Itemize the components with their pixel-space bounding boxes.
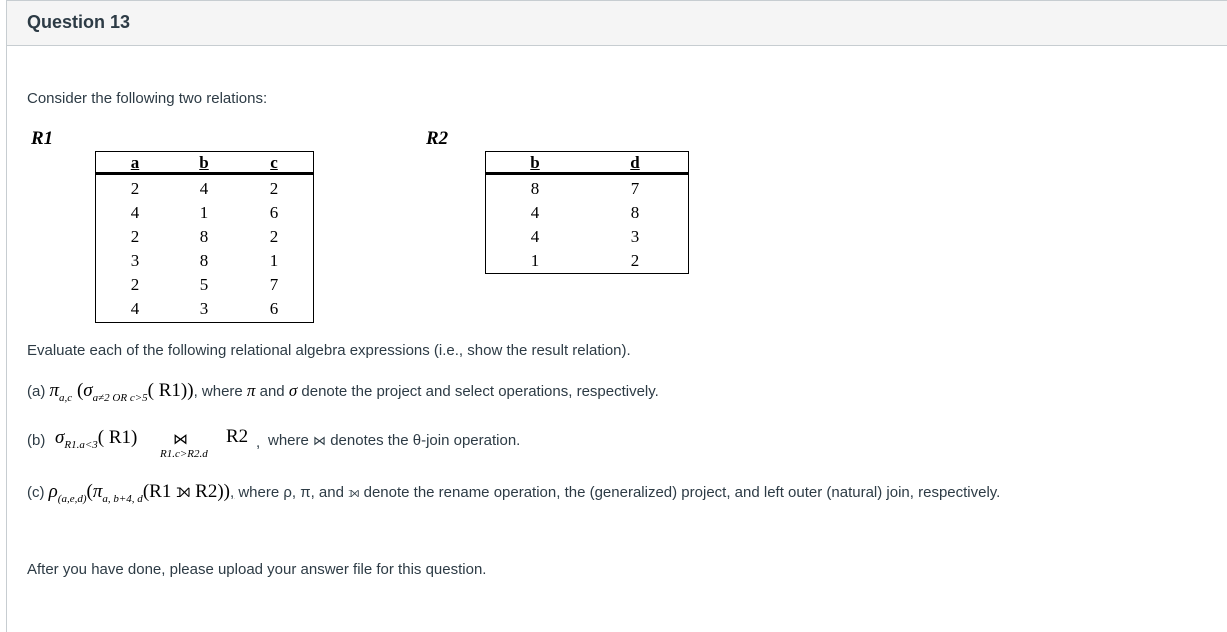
r1-col-a: a — [130, 153, 140, 172]
r1-cell: 1 — [269, 251, 279, 270]
r1-cell: 4 — [199, 179, 209, 198]
qb-sigma-subscript: R1.a<3 — [64, 439, 98, 451]
r2-cell: 4 — [530, 203, 540, 222]
r1-cell: 7 — [269, 275, 279, 294]
r2-cell: 1 — [530, 251, 540, 270]
r2-table — [485, 151, 689, 274]
r1-cell: 4 — [130, 203, 140, 222]
intro-text: Consider the following two relations: — [27, 90, 268, 107]
question-a — [27, 380, 659, 402]
r1-col-c: c — [270, 153, 278, 172]
theta-join-icon: ⋈ — [173, 432, 188, 448]
r1-label: R1 — [31, 128, 54, 149]
r2-col-d: d — [630, 153, 640, 172]
qb-where-text — [268, 432, 520, 449]
pi-symbol: π — [49, 380, 60, 401]
qa-argument: ( R1) — [147, 380, 188, 401]
qa-close-paren: ) — [187, 380, 194, 401]
r2-header-row — [486, 152, 688, 175]
sigma-symbol: σ — [83, 380, 93, 401]
r1-cell: 4 — [130, 299, 140, 318]
question-title: Question 13 — [27, 12, 131, 32]
qb-join-condition: R1.c>R2.d — [160, 448, 208, 460]
r2-col-b: b — [530, 153, 540, 172]
qc-open-paren: ( — [86, 481, 93, 502]
r1-cell: 2 — [269, 179, 279, 198]
question-c — [27, 481, 1000, 503]
qc-expr-left: (R1 — [142, 481, 177, 502]
r2-cell: 2 — [630, 251, 640, 270]
qc-description: where ρ, π, and ⟕ denote the rename operation, the (generalized) project, and left outer (natural) join, respectively. — [234, 484, 1001, 501]
r1-cell: 6 — [269, 299, 279, 318]
qb-description: denotes the θ-join operation. — [326, 432, 521, 449]
qb-where: where — [268, 432, 314, 449]
qa-label: (a) — [27, 383, 46, 400]
sigma-symbol-inline: σ — [288, 381, 298, 400]
r1-cell: 3 — [199, 299, 209, 318]
theta-join-icon-inline: ⋈ — [313, 433, 327, 448]
r2-cell: 8 — [530, 179, 540, 198]
qb-argument: ( R1) — [97, 427, 138, 448]
qb-comma: , — [256, 434, 261, 451]
qc-pi-subscript: a, b+4, d — [102, 493, 143, 505]
r2-label: R2 — [426, 128, 449, 149]
qa-open-paren: ( — [72, 380, 84, 401]
r1-cell: 6 — [269, 203, 279, 222]
left-outer-join-icon: ⟕ — [176, 481, 191, 502]
qb-r2: R2 — [226, 426, 249, 447]
r1-cell: 3 — [130, 251, 140, 270]
instruction-text: Evaluate each of the following relational algebra expressions (i.e., show the result relation). — [27, 342, 631, 359]
footer-text: After you have done, please upload your answer file for this question. — [27, 561, 487, 578]
r2-cell: 7 — [630, 179, 640, 198]
r1-col-b: b — [199, 153, 209, 172]
r1-cell: 5 — [199, 275, 209, 294]
qa-where: , where — [193, 383, 247, 400]
r1-cell: 1 — [199, 203, 209, 222]
pi-symbol-c: π — [92, 481, 103, 502]
sigma-symbol-b: σ — [55, 427, 65, 448]
r1-table — [95, 151, 314, 323]
r2-cell: 4 — [530, 227, 540, 246]
r1-cell: 2 — [269, 227, 279, 246]
qc-rho-subscript: (a,e,d) — [57, 493, 87, 505]
r1-cell: 2 — [130, 275, 140, 294]
qc-comma: , — [230, 484, 235, 501]
rho-symbol: ρ — [48, 481, 58, 502]
r2-cell: 8 — [630, 203, 640, 222]
r1-cell: 2 — [130, 227, 140, 246]
r1-cell: 2 — [130, 179, 140, 198]
qa-pi-subscript: a,c — [59, 392, 73, 404]
qb-selection — [55, 427, 137, 449]
qa-sigma-subscript: a≠2 OR c>5 — [92, 392, 148, 404]
r1-cell: 8 — [199, 227, 209, 246]
question-header — [7, 1, 1227, 46]
r1-cell: 8 — [199, 251, 209, 270]
r2-cell: 3 — [630, 227, 640, 246]
qc-label: (c) — [27, 484, 45, 501]
pi-symbol-inline: π — [246, 381, 256, 400]
qa-description: denote the project and select operations, respectively. — [297, 383, 659, 400]
qc-expr-right: R2)) — [190, 481, 230, 502]
qa-and: and — [255, 383, 289, 400]
qb-label: (b) — [27, 432, 46, 449]
